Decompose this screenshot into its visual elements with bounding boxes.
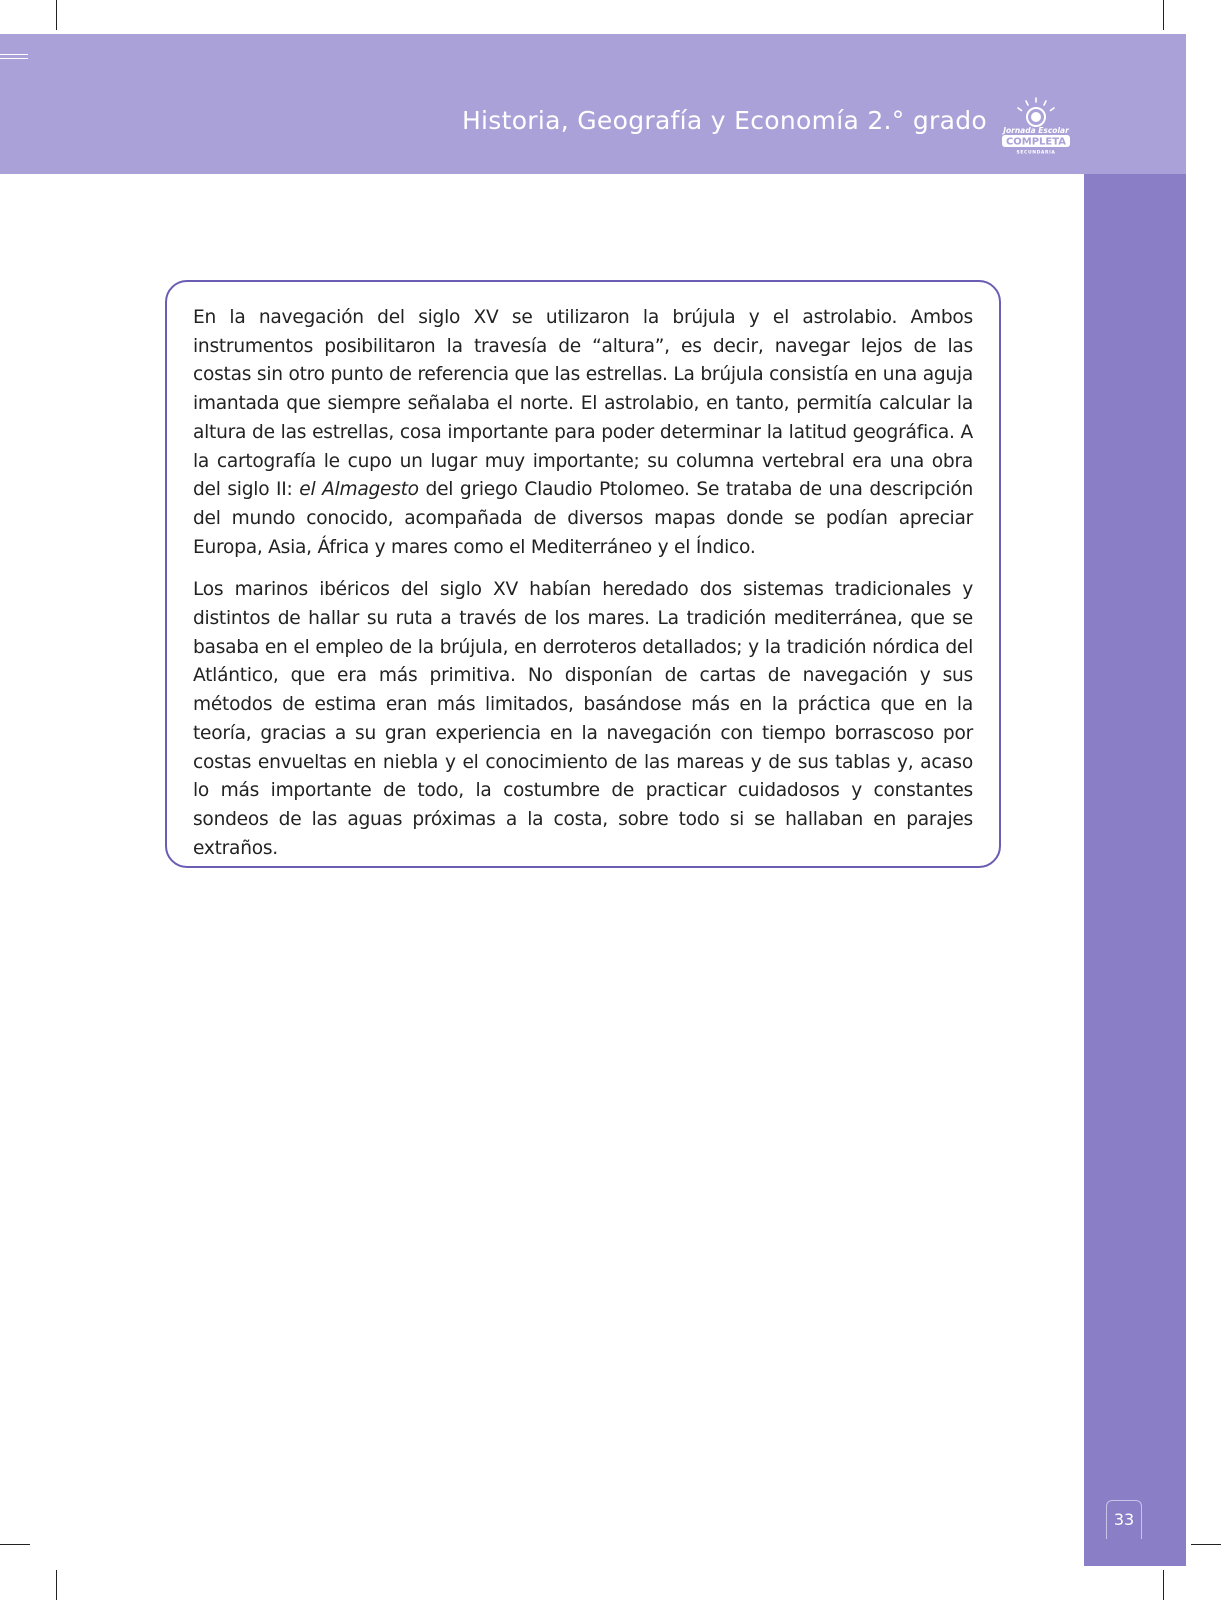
svg-text:Jornada Escolar: Jornada Escolar <box>1003 126 1069 135</box>
paragraph-text: En la navegación del siglo XV se utilizaron la brújula y el astrolabio. Ambos instrumentos posibilitaron la travesía de “altura”, es decir, navegar lejos de las costas sin otro punto de referencia que las estrellas. La brújula consistía en una aguja imantada que siempre señalaba el norte. El astrolabio, en tanto, permitía calcular la altura de las estrellas, cosa importante para poder determinar la latitud geográfica. A la cartografía le cupo un lugar muy importante; su columna vertebral era una obra del siglo II: <box>193 307 973 501</box>
paragraph-text: del griego Claudio Ptolomeo. Se trataba de una descripción del mundo conocido, acompañada de diversos mapas donde se podían apreciar Europa, Asia, África y mares como el Mediterráneo y el Índico. <box>193 479 973 558</box>
crop-mark <box>0 1544 30 1545</box>
crop-mark <box>1191 1544 1221 1545</box>
crop-mark <box>1163 1570 1164 1600</box>
paragraph-iberian-sailors: Los marinos ibéricos del siglo XV habían heredado dos sistemas tradicionales y distintos de hallar su ruta a través de los mares. La tradición mediterránea, que se basaba en el empleo de la brújula, en derroteros detallados; y la tradición nórdica del Atlántico, que era más primitiva. No disponían de cartas de navegación y sus métodos de estima eran más limitados, basándose más en la práctica que en la teoría, gracias a su gran experiencia en la navegación con tiempo borrascoso por costas envueltas en niebla y el conocimiento de las mareas y de sus tablas y, acaso lo más importante de todo, la costumbre de practicar cuidadosos y constantes sondeos de las aguas próximas a la costa, sobre todo si se hallaban en parajes extraños. <box>193 579 973 859</box>
crop-mark <box>1163 0 1164 30</box>
header-ticks <box>0 54 28 59</box>
book-title-italic: el Almagesto <box>299 479 419 501</box>
content-box <box>165 280 1001 868</box>
side-band <box>1084 174 1186 1566</box>
svg-text:SECUNDARIA: SECUNDARIA <box>1016 150 1056 156</box>
paragraph-navigation-instruments <box>193 304 973 562</box>
crop-mark <box>56 0 57 30</box>
page-header-title: Historia, Geografía y Economía 2.° grado <box>461 106 987 135</box>
crop-mark <box>56 1570 57 1600</box>
svg-text:COMPLETA: COMPLETA <box>1005 136 1067 148</box>
page-number: 33 <box>1106 1500 1142 1539</box>
jornada-escolar-completa-logo <box>996 96 1076 156</box>
